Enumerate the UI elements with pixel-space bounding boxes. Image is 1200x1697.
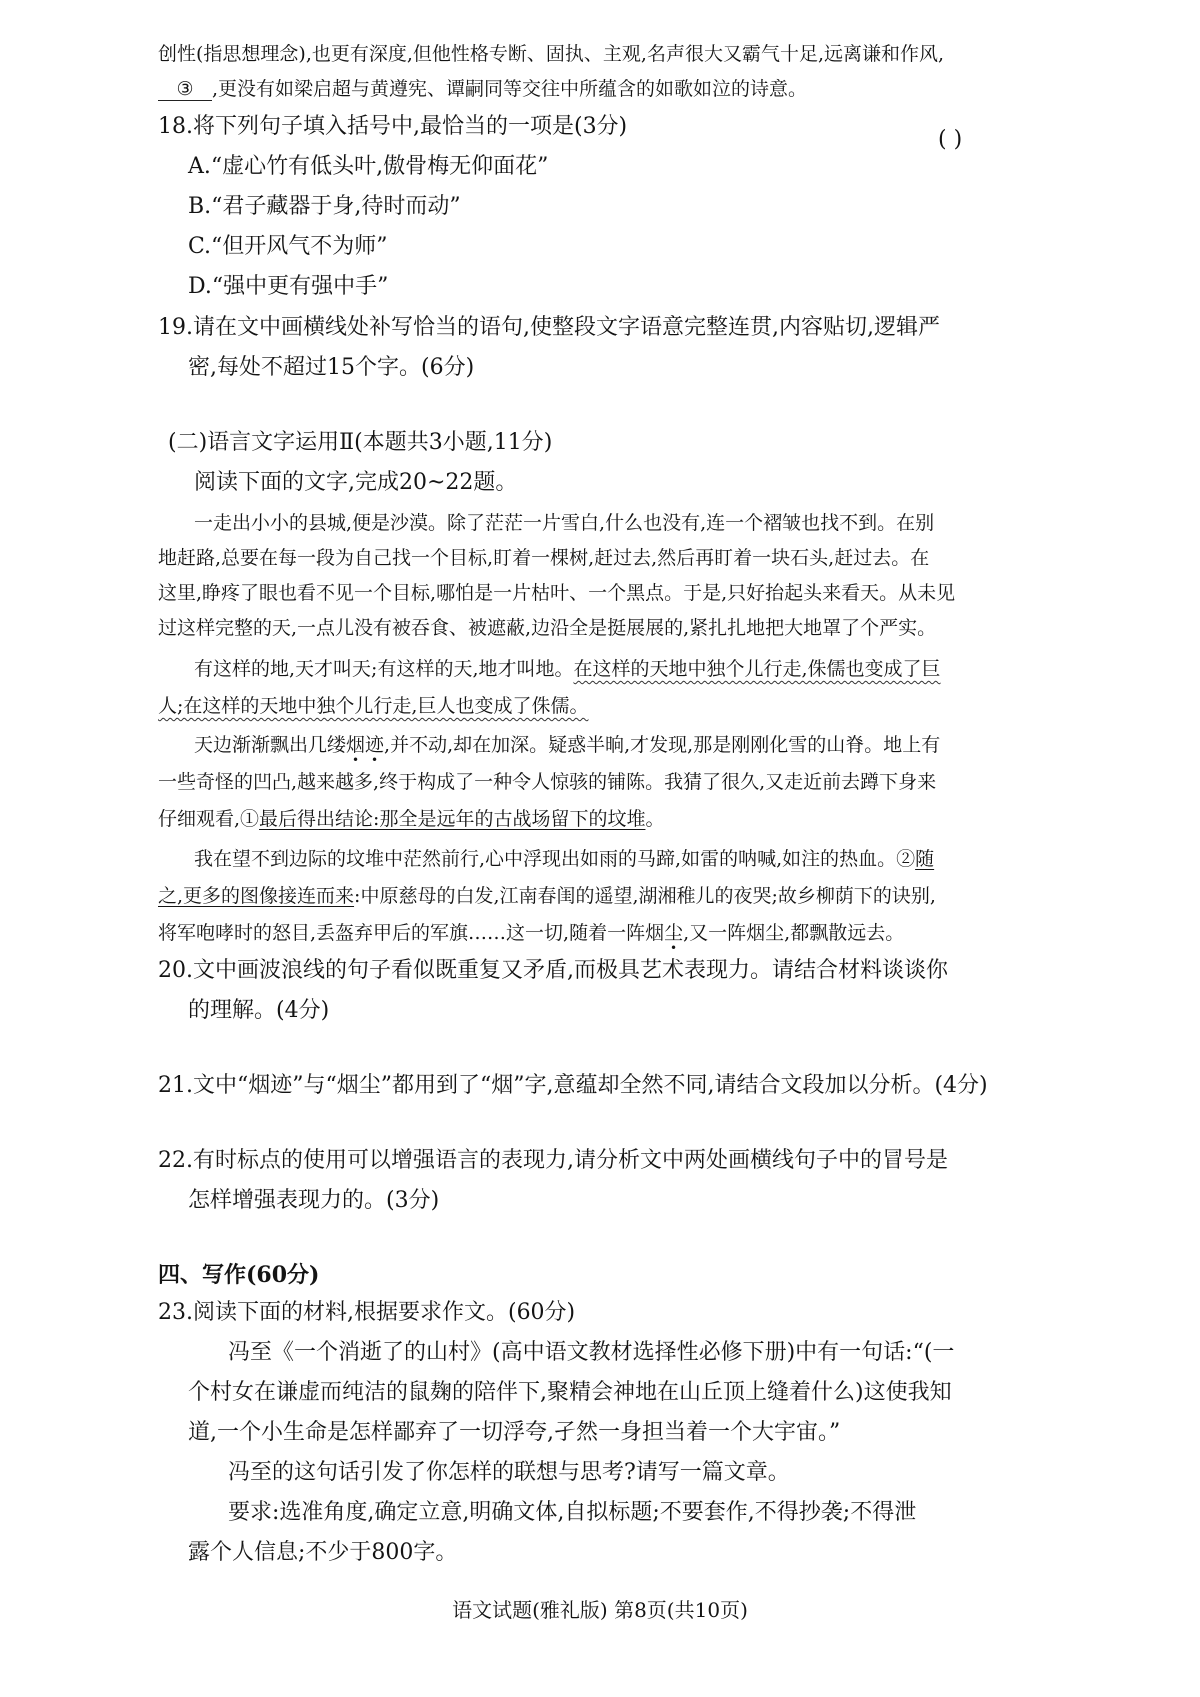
passage-p4-line-2 xyxy=(158,887,936,906)
passage-p1-line-1: 一走出小小的县城,便是沙漠。除了茫茫一片雪白,什么也没有,连一个褶皱也找不到。在别 xyxy=(194,512,935,534)
passage-p3-text-d: 。 xyxy=(645,808,665,830)
fill-blank-3: ③ xyxy=(158,80,212,101)
wavy-sentence-part-1: 在这样的天地中独个儿行走,侏儒也变成了巨 xyxy=(573,658,941,680)
question-22-line-1: 22.有时标点的使用可以增强语言的表现力,请分析文中两处画横线句子中的冒号是 xyxy=(158,1148,948,1173)
passage-p2-line-2 xyxy=(158,697,588,716)
passage-p3-text-c: 仔细观看,① xyxy=(158,808,260,830)
q23-material-line-1: 冯至《一个消逝了的山村》(高中语文教材选择性必修下册)中有一句话:“(一 xyxy=(228,1340,955,1365)
passage-p4-text-b: :中原慈母的白发,江南春闺的遥望,湖湘稚儿的夜哭;故乡柳荫下的诀别, xyxy=(354,885,936,907)
q23-material-line-2: 个村女在谦虚而纯洁的鼠麹的陪伴下,聚精会神地在山丘顶上缝着什么)这使我知 xyxy=(188,1380,952,1405)
passage-cont-line-2 xyxy=(158,80,807,101)
q23-material-line-3: 道,一个小生命是怎样鄙弃了一切浮夸,孑然一身担当着一个大宇宙。” xyxy=(188,1420,841,1445)
passage-cont-line-1: 创性(指思想理念),也更有深度,但他性格专断、固执、主观,名声很大又霸气十足,远离谦和作风, xyxy=(158,43,945,65)
question-23-stem: 23.阅读下面的材料,根据要求作文。(60分) xyxy=(158,1300,576,1325)
question-20-line-1: 20.文中画波浪线的句子看似既重复又矛盾,而极具艺术表现力。请结合材料谈谈你 xyxy=(158,958,948,983)
question-19-line-1: 19.请在文中画横线处补写恰当的语句,使整段文字语意完整连贯,内容贴切,逻辑严 xyxy=(158,315,940,340)
answer-parenthesis: ( ) xyxy=(938,127,963,152)
underlined-sentence-2-end: 之,更多的图像接连而来 xyxy=(158,885,355,907)
q23-requirements-line-1: 要求:选准角度,确定立意,明确文体,自拟标题;不要套作,不得抄袭;不得泄 xyxy=(228,1500,917,1525)
passage-p1-line-4: 过这样完整的天,一点儿没有被吞食、被遮蔽,边沿全是挺展展的,紧扎扎地把大地罩了个严实。 xyxy=(158,617,937,639)
question-22-line-2: 怎样增强表现力的。(3分) xyxy=(188,1188,440,1213)
passage-p2-plain: 有这样的地,天才叫天;有这样的天,地才叫地。 xyxy=(194,658,574,680)
q18-option-b: B.“君子藏器于身,待时而动” xyxy=(188,194,461,219)
passage-p3-line-2: 一些奇怪的凹凸,越来越多,终于构成了一种令人惊骇的铺陈。我猜了很久,又走近前去蹲下身来 xyxy=(158,771,937,793)
passage-p2-line-1 xyxy=(194,660,941,679)
passage-p3-line-3 xyxy=(158,810,664,829)
passage-p4-line-3 xyxy=(158,924,904,943)
page-footer: 语文试题(雅礼版) 第8页(共10页) xyxy=(452,1598,748,1622)
passage-cont-line-2-text: ,更没有如梁启超与黄遵宪、谭嗣同等交往中所蕴含的如歌如泣的诗意。 xyxy=(212,78,808,100)
passage-p1-line-3: 这里,睁疼了眼也看不见一个目标,哪怕是一片枯叶、一个黑点。于是,只好抬起头来看天。从未见 xyxy=(158,582,956,604)
question-19-line-2: 密,每处不超过15个字。(6分) xyxy=(188,355,475,380)
question-18-stem: 18.将下列句子填入括号中,最恰当的一项是(3分) xyxy=(158,114,628,139)
q23-requirements-line-2: 露个人信息;不少于800字。 xyxy=(188,1540,458,1565)
section-4-title: 四、写作(60分) xyxy=(158,1262,320,1288)
emphasis-yan: 烟 xyxy=(346,734,366,756)
passage-p4-text-c: 将军咆哮时的怒目,丢盔弃甲后的军旗……这一切,随着一阵烟 xyxy=(158,922,665,944)
underlined-sentence-2-start: 随 xyxy=(915,848,935,870)
passage-p4-text-a: 我在望不到边际的坟堆中茫然前行,心中浮现出如雨的马蹄,如雷的呐喊,如注的热血。② xyxy=(194,848,916,870)
q23-material-line-4: 冯至的这句话引发了你怎样的联想与思考?请写一篇文章。 xyxy=(228,1460,790,1485)
wavy-sentence-part-2: 人;在这样的天地中独个儿行走,巨人也变成了侏儒。 xyxy=(158,695,589,717)
q18-option-a: A.“虚心竹有低头叶,傲骨梅无仰面花” xyxy=(188,154,549,179)
emphasis-ji: 迹 xyxy=(365,734,385,756)
underlined-sentence-1: 最后得出结论:那全是远年的古战场留下的坟堆 xyxy=(259,808,646,830)
passage-p4-text-d: ,又一阵烟尘,都飘散远去。 xyxy=(683,922,905,944)
q18-option-d: D.“强中更有强中手” xyxy=(188,274,389,299)
emphasis-chen: 尘 xyxy=(664,922,684,944)
section-2-instruction: 阅读下面的文字,完成20~22题。 xyxy=(194,470,518,495)
question-20-line-2: 的理解。(4分) xyxy=(188,998,330,1023)
passage-p3-text-b: ,并不动,却在加深。疑惑半晌,才发现,那是刚刚化雪的山脊。地上有 xyxy=(384,734,941,756)
section-2-title: (二)语言文字运用Ⅱ(本题共3小题,11分) xyxy=(168,430,553,455)
question-21: 21.文中“烟迹”与“烟尘”都用到了“烟”字,意蕴却全然不同,请结合文段加以分析。(4分) xyxy=(158,1073,988,1098)
passage-p1-line-2: 地赶路,总要在每一段为自己找一个目标,盯着一棵树,赶过去,然后再盯着一块石头,赶过去。在 xyxy=(158,547,930,569)
passage-p4-line-1 xyxy=(194,850,934,869)
q18-option-c: C.“但开风气不为师” xyxy=(188,234,388,259)
passage-p3-line-1 xyxy=(194,736,940,755)
passage-p3-text-a: 天边渐渐飘出几缕 xyxy=(194,734,347,756)
